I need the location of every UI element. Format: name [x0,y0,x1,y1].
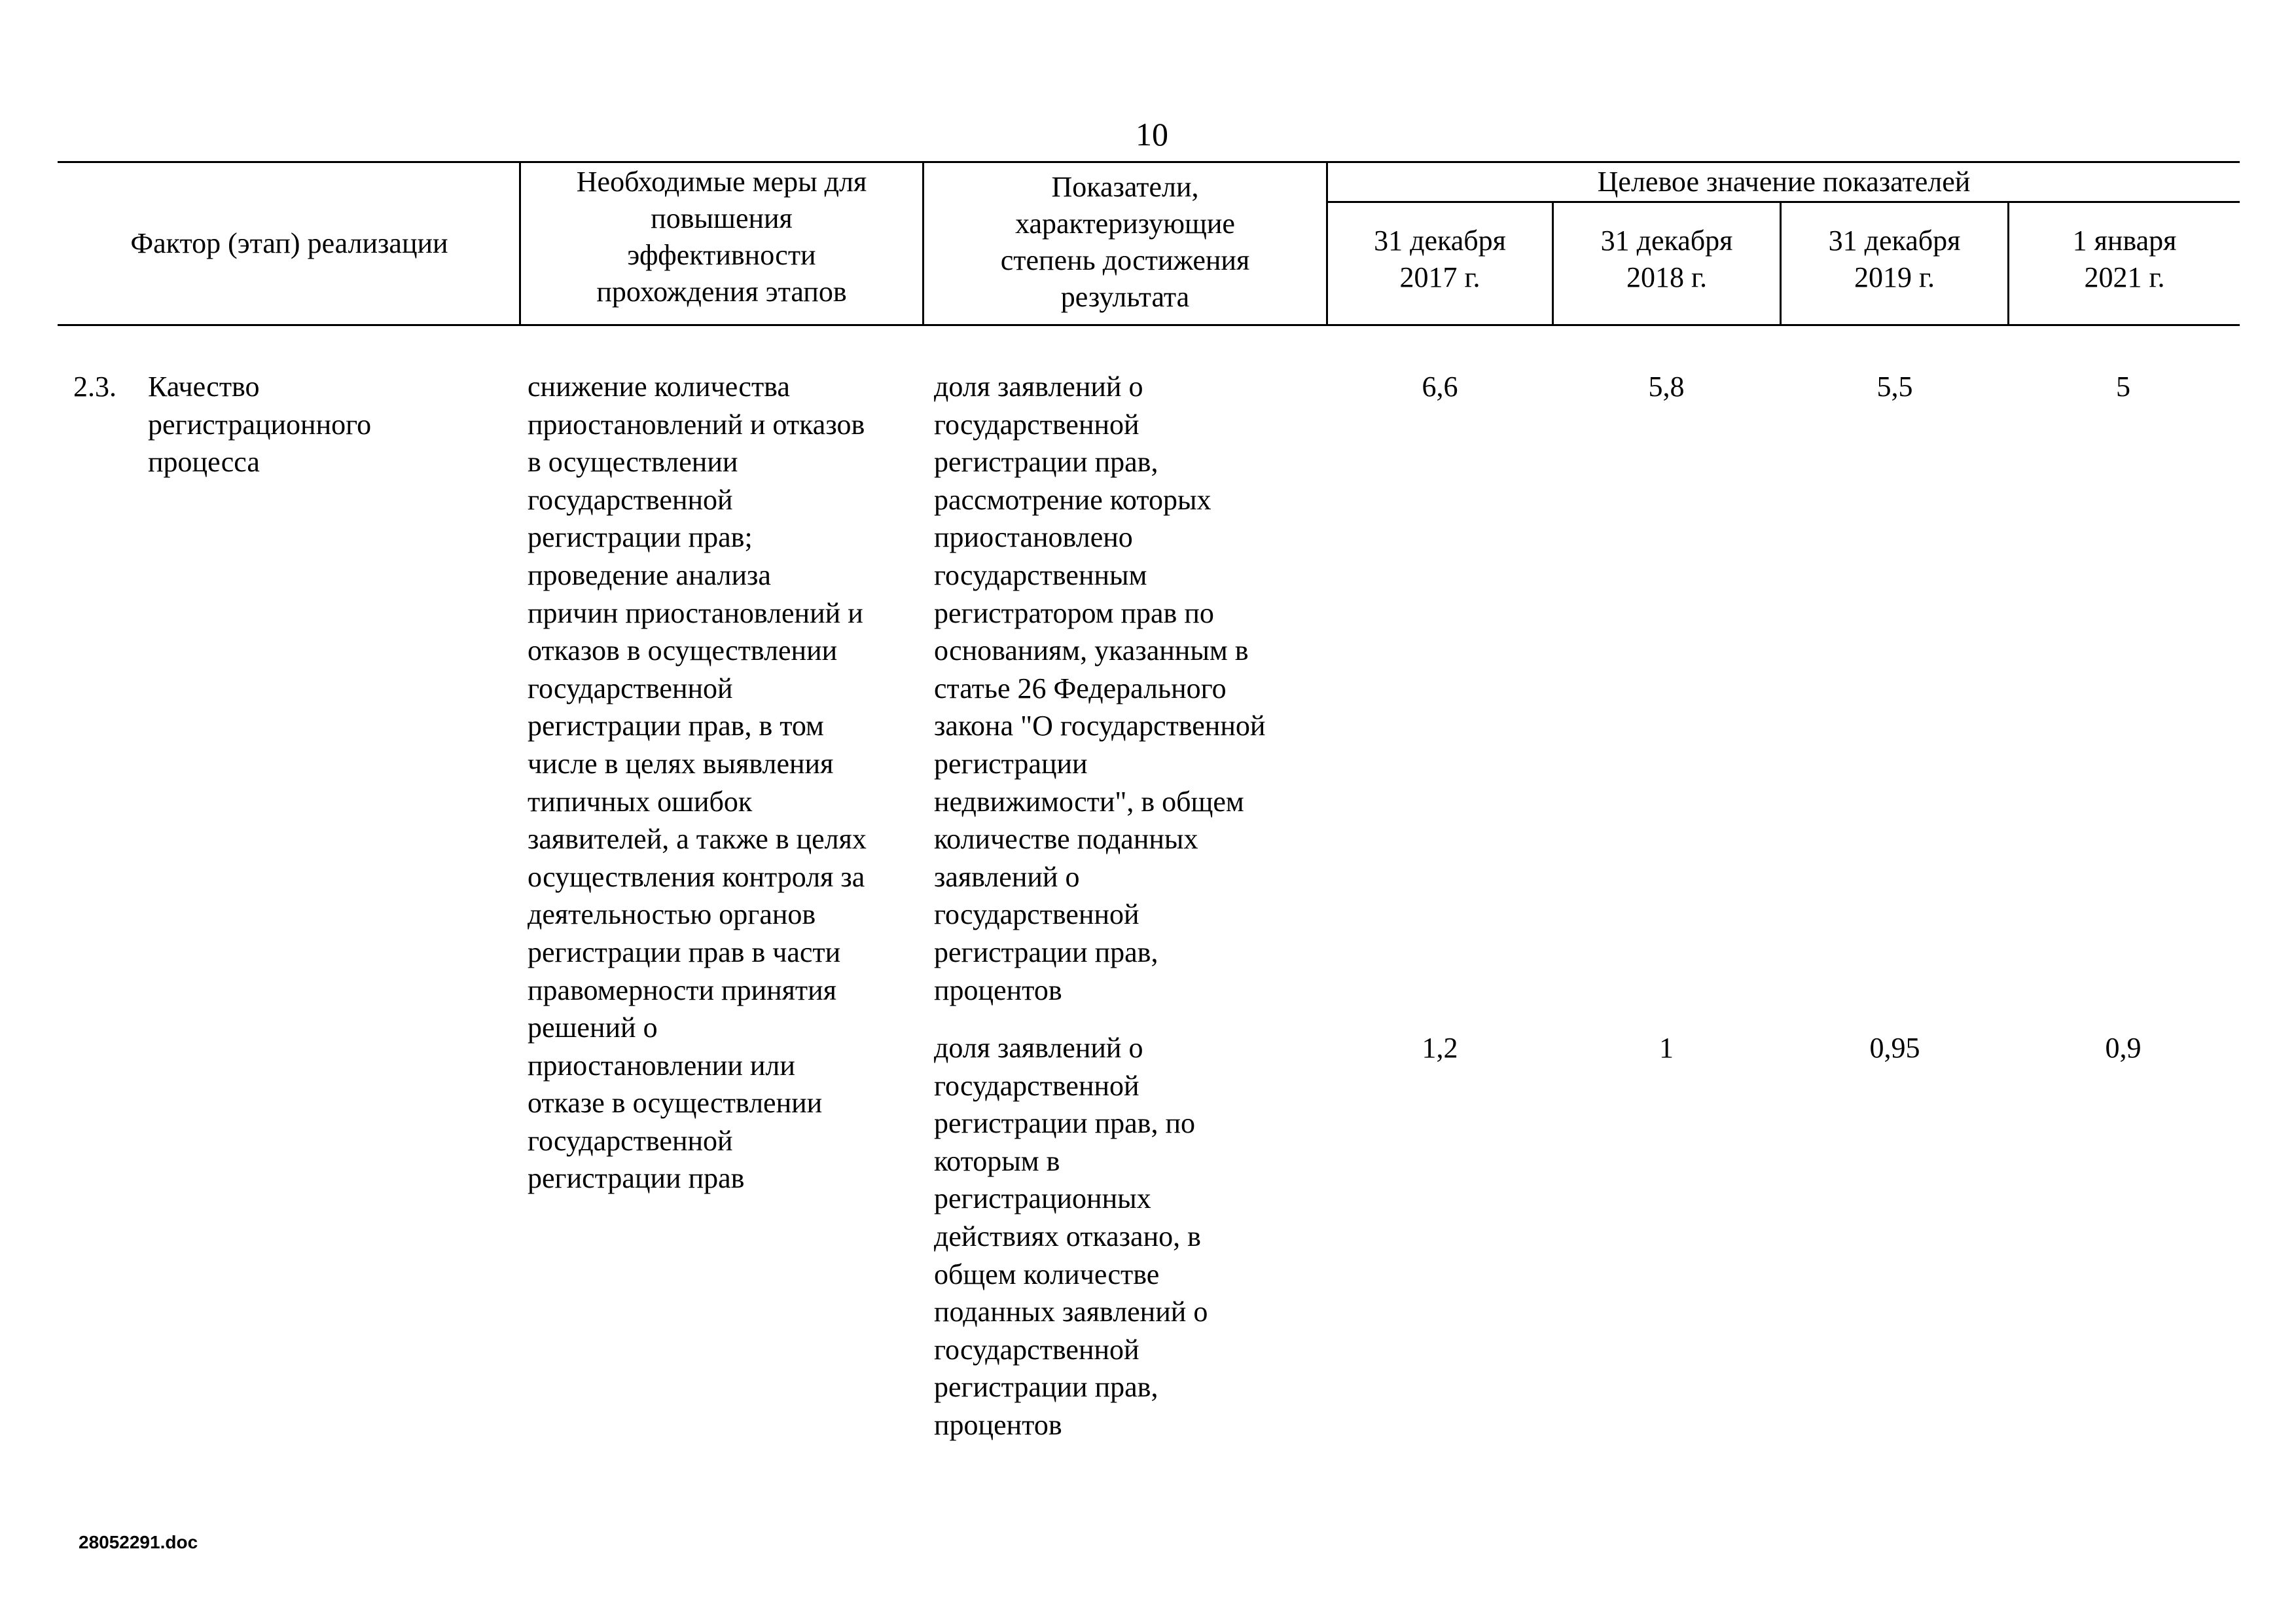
header-date-2019: 31 декабря 2019 г. [1828,225,1961,293]
header-date-2017: 31 декабря 2017 г. [1374,225,1506,293]
header-indicators: Показатели, характеризующие степень достижения результата [1000,171,1250,313]
indicator-refusal-value-2019: 0,95 [1869,1032,1920,1064]
indicator-refusal-value-2017: 1,2 [1422,1032,1458,1064]
header-target-group: Целевое значение показателей [1597,166,1971,198]
indicator-suspension-value-2019: 5,5 [1876,371,1913,403]
table-top-rule [58,161,2240,163]
header-bottom-rule [58,324,2240,326]
header-date-2021: 1 января 2021 г. [2072,225,2177,293]
page-number: 10 [1136,116,1168,153]
indicator-refusal-value-2021: 0,9 [2105,1032,2142,1064]
indicator-suspension-value-2018: 5,8 [1648,371,1685,403]
target-group-rule [1326,201,2240,203]
indicator-suspension-value-2021: 5 [2116,371,2130,403]
indicator-refusal-text: доля заявлений о государственной регистрации прав, по которым в регистрационных действиях отказано, в общем количестве поданных заявлений о государственной регистрации прав, процентов [934,1032,1208,1441]
footer-filename: 28052291.doc [79,1532,198,1552]
header-factor: Фактор (этап) реализации [130,227,448,259]
header-date-2018: 31 декабря 2018 г. [1600,225,1733,293]
indicator-suspension-text: доля заявлений о государственной регистрации прав, рассмотрение которых приостановлено государственным регистратором прав по основаниям, указанным в статье 26 Федерального закона "О государственной регистрации недвижимости", в общем количестве поданных заявлений о государственной регистрации прав, процентов [934,371,1266,1006]
header-measures: Необходимые меры для повышения эффективности прохождения этапов [576,166,867,308]
indicator-refusal-value-2018: 1 [1659,1032,1674,1064]
row-factor: Качество регистрационного процесса [148,371,372,479]
indicator-suspension-value-2017: 6,6 [1422,371,1458,403]
row-number: 2.3. [73,371,117,403]
row-measures: снижение количества приостановлений и отказов в осуществлении государственной регистрации прав; проведение анализа причин приостановлений и отказов в осуществлении государственной регистрации прав, в том числе в целях выявления типичных ошибок заявителей, а также в целях осуществления контроля за деятельностью органов регистрации прав в части правомерности принятия решений о приостановлении или отказе в осуществлении государственной регистрации прав [528,371,867,1195]
